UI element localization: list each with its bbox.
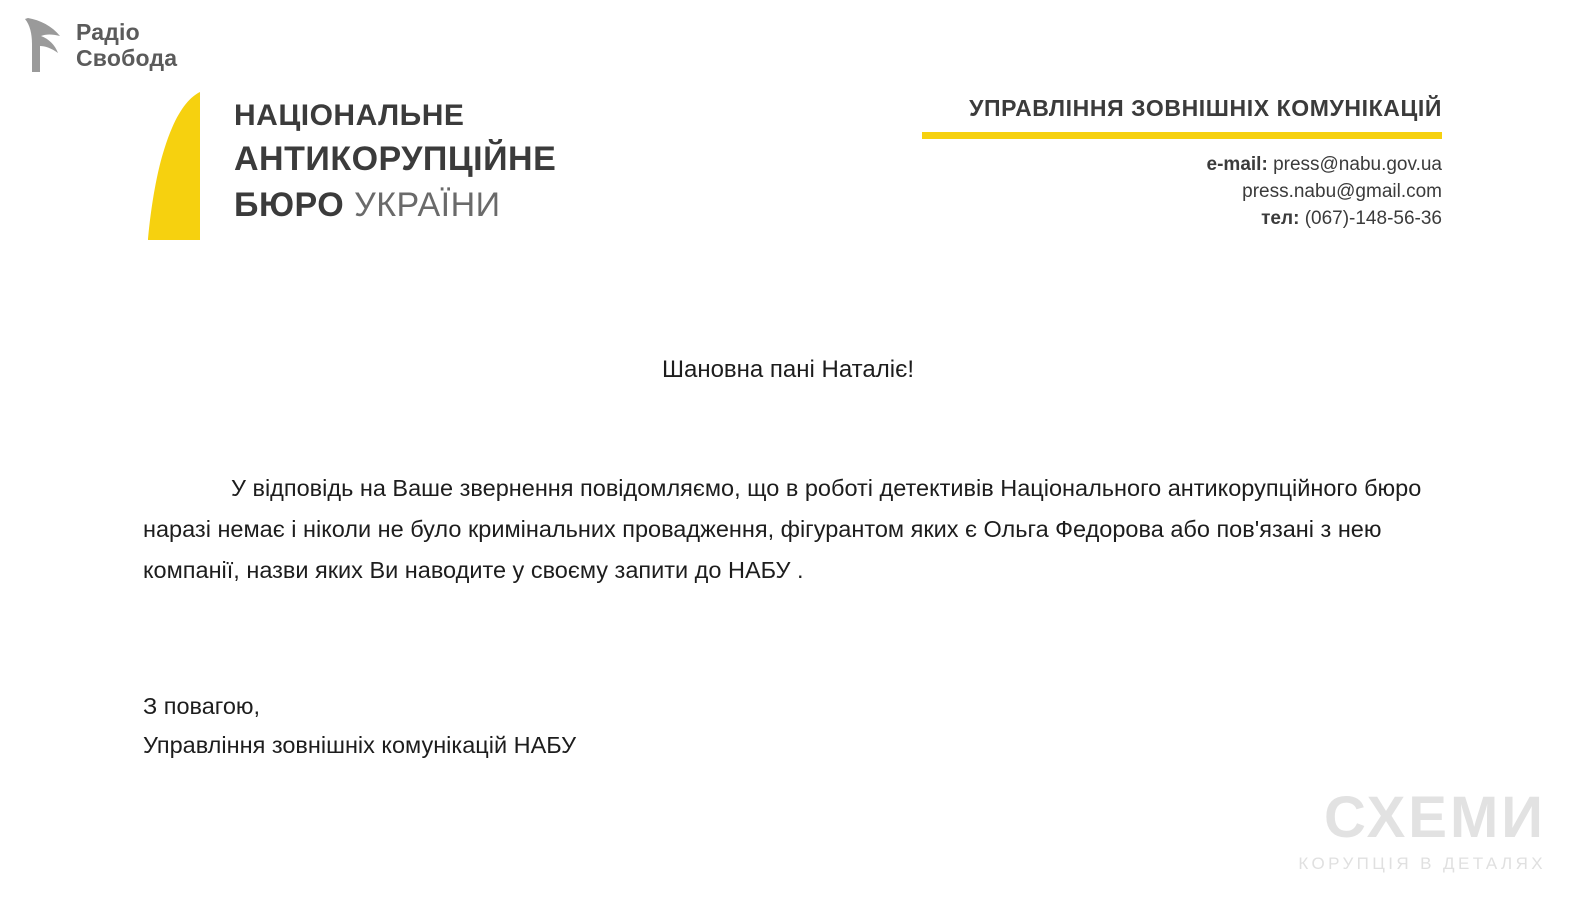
nabu-wordmark-line-3-bold: БЮРО (234, 186, 345, 224)
radio-svoboda-bird-icon (22, 14, 66, 76)
nabu-wordmark-line-3 (234, 182, 556, 228)
nabu-wordmark-line-1: НАЦІОНАЛЬНЕ (234, 99, 465, 132)
letter-closing-line-2: Управління зовнішніх комунікацій НАБУ (143, 732, 577, 758)
nabu-wordmark (234, 92, 556, 228)
radio-svoboda-wordmark (76, 19, 177, 71)
letter-body (143, 350, 1433, 765)
phone-label: тел: (1261, 208, 1300, 229)
email-value-2: press.nabu@gmail.com (1242, 181, 1442, 202)
yellow-divider (922, 132, 1442, 139)
schemy-watermark-title: СХЕМИ (1323, 785, 1546, 850)
schemy-watermark (1298, 785, 1546, 874)
email-row-2 (922, 178, 1442, 205)
radio-svoboda-line-1: Радіо (76, 19, 140, 45)
nabu-wordmark-line-2: АНТИКОРУПЦІЙНЕ (234, 140, 557, 178)
letter-closing (143, 687, 1433, 765)
radio-svoboda-line-2: Свобода (76, 45, 178, 71)
letter-closing-line-1: З повагою, (143, 693, 261, 719)
radio-svoboda-watermark (22, 14, 177, 76)
email-row-1 (922, 151, 1442, 178)
letter-paragraph: У відповідь на Ваше звернення повідомляємо, що в роботі детективів Національного антикорупційного бюро наразі немає і ніколи не було кримінальних провадження, фігурантом яких є Ольга Федорова або пов'язані з нею компанії, назви яких Ви наводите у своєму запити до НАБУ . (143, 475, 1422, 583)
nabu-wordmark-line-3-thin: УКРАЇНИ (354, 186, 501, 224)
email-label: e-mail: (1206, 154, 1268, 175)
email-value-1: press@nabu.gov.ua (1273, 154, 1442, 175)
department-title: УПРАВЛІННЯ ЗОВНІШНІХ КОМУНІКАЦІЙ (969, 95, 1442, 121)
letter-salutation: Шановна пані Наталіє! (661, 356, 915, 383)
contact-block (922, 95, 1442, 232)
schemy-watermark-subtitle: КОРУПЦІЯ В ДЕТАЛЯХ (1298, 854, 1546, 873)
nabu-flame-mark-icon (148, 92, 214, 240)
phone-row (922, 205, 1442, 232)
nabu-letterhead-logo (148, 92, 556, 240)
phone-value: (067)-148-56-36 (1304, 208, 1442, 229)
